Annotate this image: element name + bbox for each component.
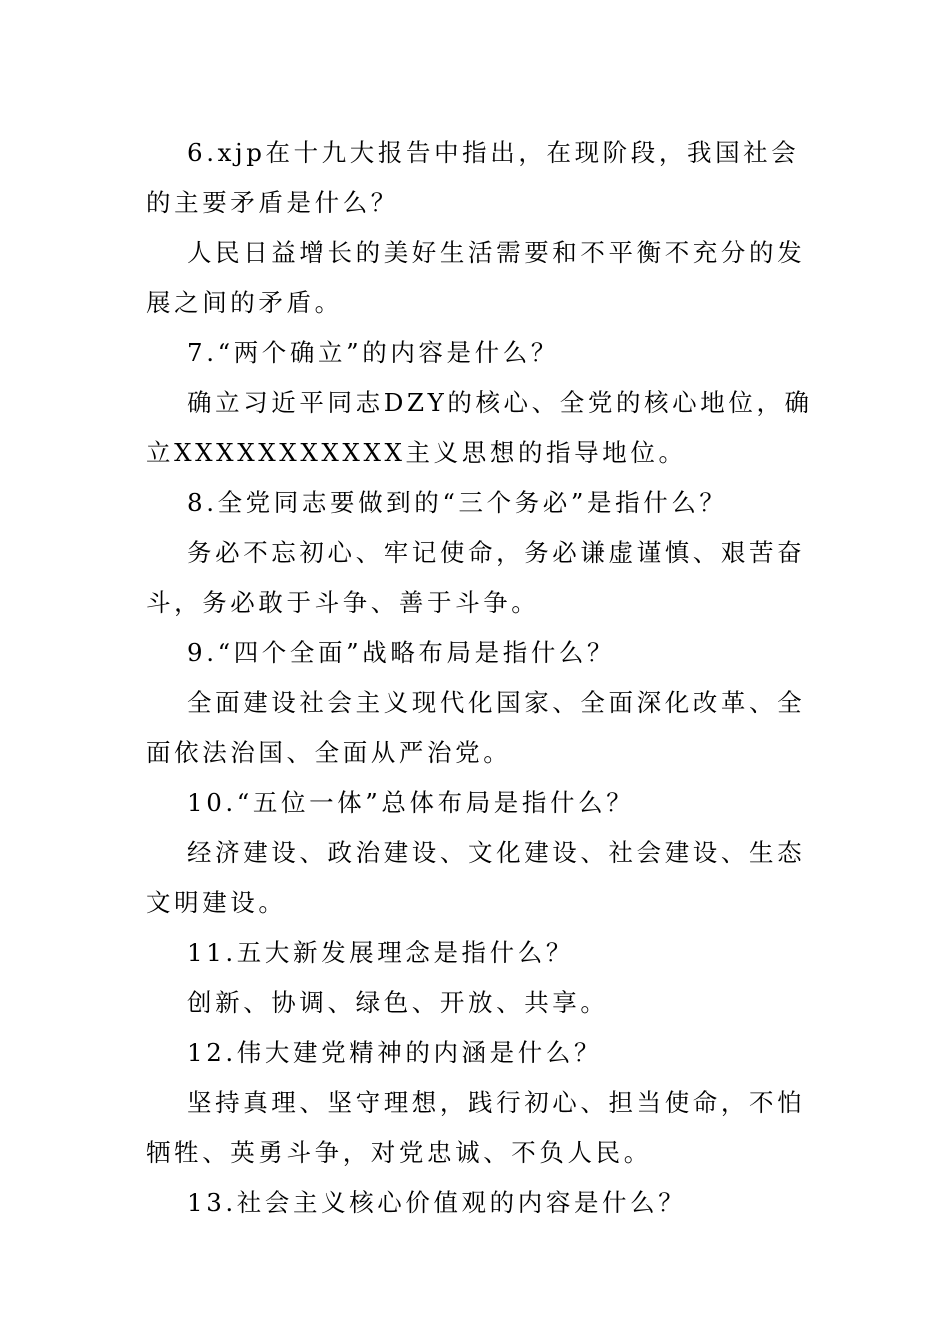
question-9: 9.“四个全面”战略布局是指什么？ xyxy=(187,638,616,667)
answer-11: 创新、协调、绿色、开放、共享。 xyxy=(187,988,609,1017)
answer-7: 确立习近平同志DZY的核心、全党的核心地位，确立XXXXXXXXXXX主义思想的指导地位。 xyxy=(146,388,813,467)
answer-9: 全面建设社会主义现代化国家、全面深化改革、全面依法治国、全面从严治党。 xyxy=(146,688,806,767)
question-11: 11.五大新发展理念是指什么？ xyxy=(187,938,574,967)
question-8: 8.全党同志要做到的“三个务必”是指什么？ xyxy=(187,488,728,517)
answer-12: 坚持真理、坚守理想，践行初心、担当使命，不怕牺牲、英勇斗争，对党忠诚、不负人民。 xyxy=(146,1088,806,1167)
question-6: 6.xjp在十九大报告中指出，在现阶段，我国社会的主要矛盾是什么？ xyxy=(146,138,800,217)
answer-6: 人民日益增长的美好生活需要和不平衡不充分的发展之间的矛盾。 xyxy=(146,238,806,317)
answer-10: 经济建设、政治建设、文化建设、社会建设、生态文明建设。 xyxy=(146,838,806,917)
question-7: 7.“两个确立”的内容是什么？ xyxy=(187,338,559,367)
question-13: 13.社会主义核心价值观的内容是什么？ xyxy=(187,1188,687,1217)
answer-8: 务必不忘初心、牢记使命，务必谦虚谨慎、艰苦奋斗，务必敢于斗争、善于斗争。 xyxy=(146,538,806,617)
question-12: 12.伟大建党精神的内涵是什么？ xyxy=(187,1038,603,1067)
question-10: 10.“五位一体”总体布局是指什么？ xyxy=(187,788,635,817)
document-body xyxy=(146,128,814,1228)
